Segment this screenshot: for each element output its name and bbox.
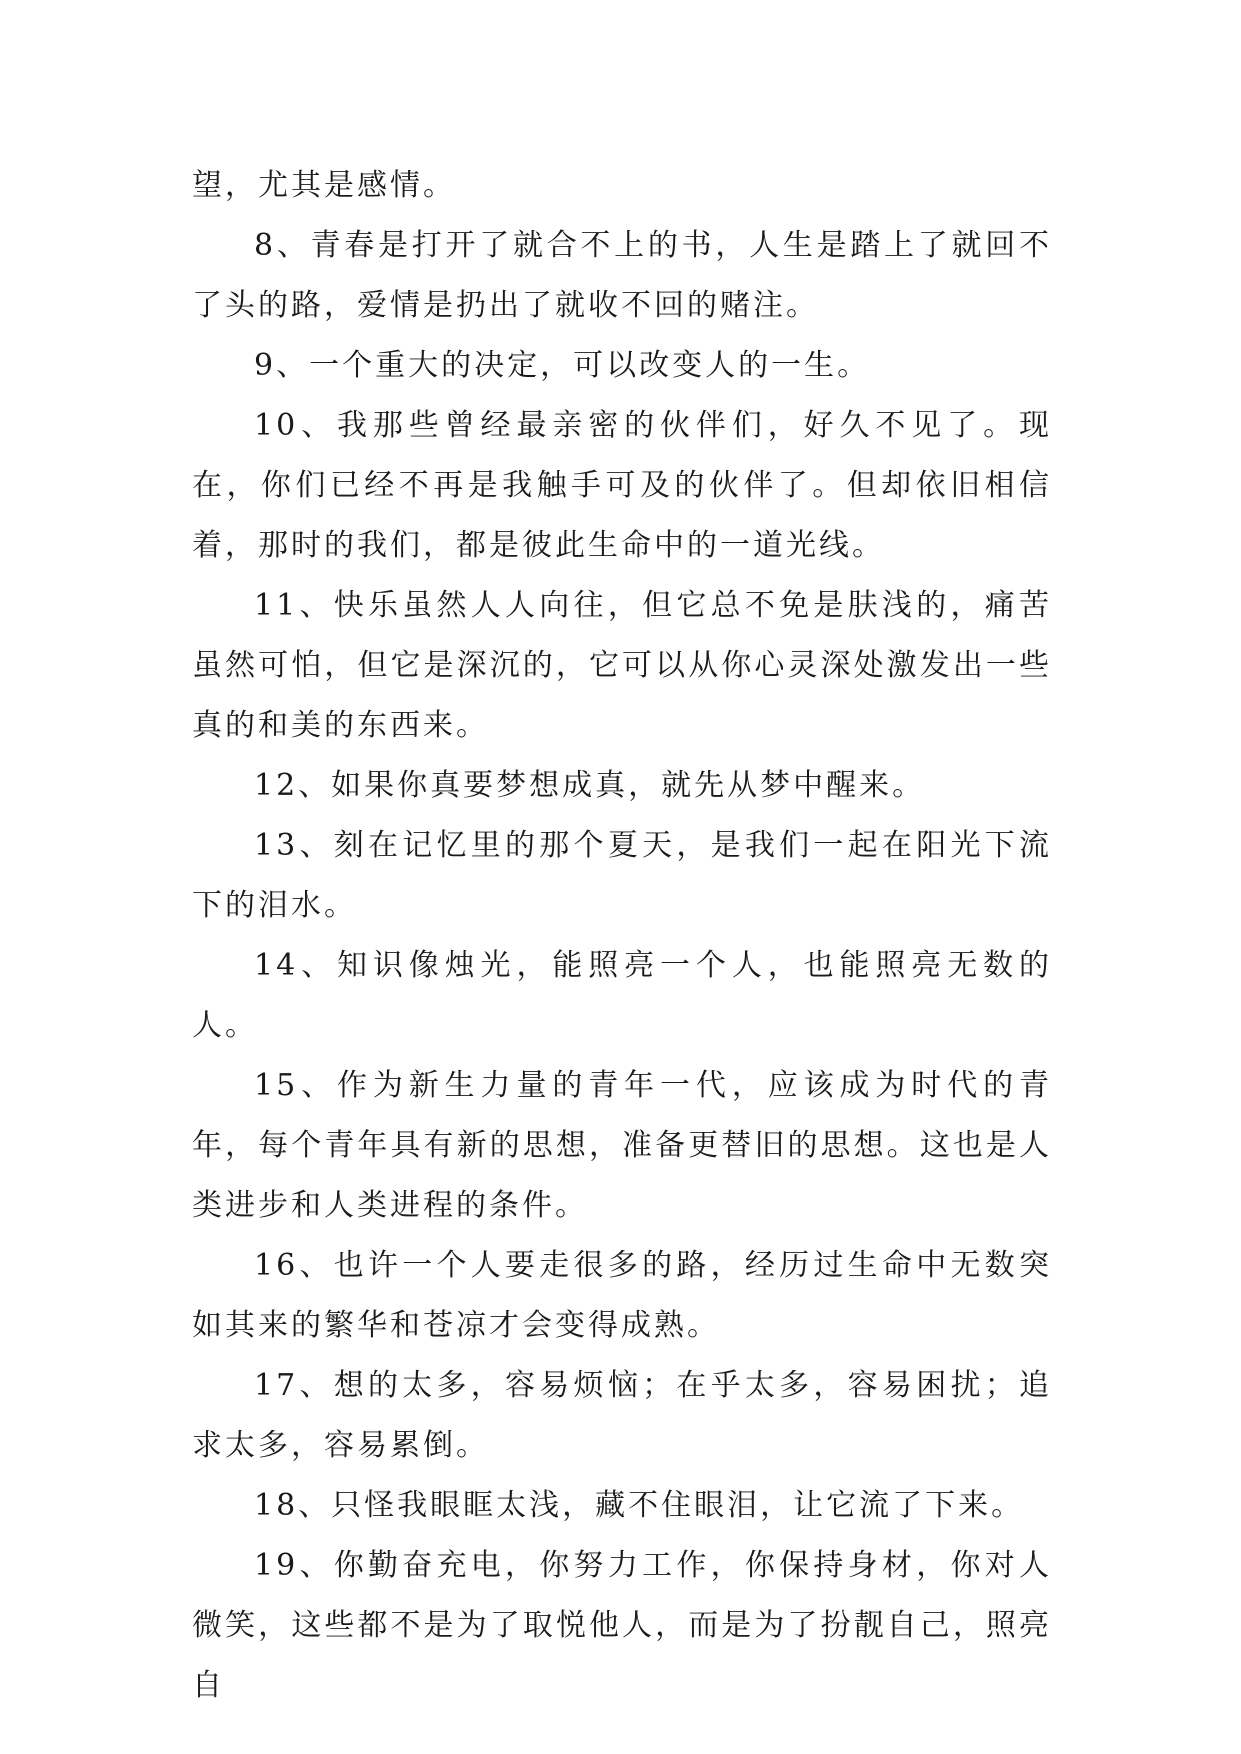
paragraph-item-13: 13、刻在记忆里的那个夏天，是我们一起在阳光下流下的泪水。 [192, 828, 1052, 923]
paragraph-item-19: 19、你勤奋充电，你努力工作，你保持身材，你对人微笑，这些都不是为了取悦他人，而是为了扮靓自己，照亮自 [192, 1548, 1052, 1703]
paragraph-item-8: 8、青春是打开了就合不上的书，人生是踏上了就回不了头的路，爱情是扔出了就收不回的赌注。 [192, 228, 1052, 323]
paragraph-item-16: 16、也许一个人要走很多的路，经历过生命中无数突如其来的繁华和苍凉才会变得成熟。 [192, 1248, 1052, 1343]
paragraph-continuation: 望，尤其是感情。 [192, 168, 456, 203]
paragraph-item-14: 14、知识像烛光，能照亮一个人，也能照亮无数的人。 [192, 948, 1052, 1043]
paragraph-item-12: 12、如果你真要梦想成真，就先从梦中醒来。 [254, 768, 926, 803]
paragraph-item-18: 18、只怪我眼眶太浅，藏不住眼泪，让它流了下来。 [254, 1488, 1025, 1523]
paragraph-item-17: 17、想的太多，容易烦恼；在乎太多，容易困扰；追求太多，容易累倒。 [192, 1368, 1052, 1463]
paragraph-item-15: 15、作为新生力量的青年一代，应该成为时代的青年，每个青年具有新的思想，准备更替旧的思想。这也是人类进步和人类进程的条件。 [192, 1068, 1052, 1223]
paragraph-item-9: 9、一个重大的决定，可以改变人的一生。 [254, 348, 871, 383]
paragraph-item-11: 11、快乐虽然人人向往，但它总不免是肤浅的，痛苦虽然可怕，但它是深沉的，它可以从你心灵深处激发出一些真的和美的东西来。 [192, 588, 1052, 743]
paragraph-item-10: 10、我那些曾经最亲密的伙伴们，好久不见了。现在，你们已经不再是我触手可及的伙伴了。但却依旧相信着，那时的我们，都是彼此生命中的一道光线。 [192, 408, 1052, 563]
document-body [192, 156, 1052, 1716]
